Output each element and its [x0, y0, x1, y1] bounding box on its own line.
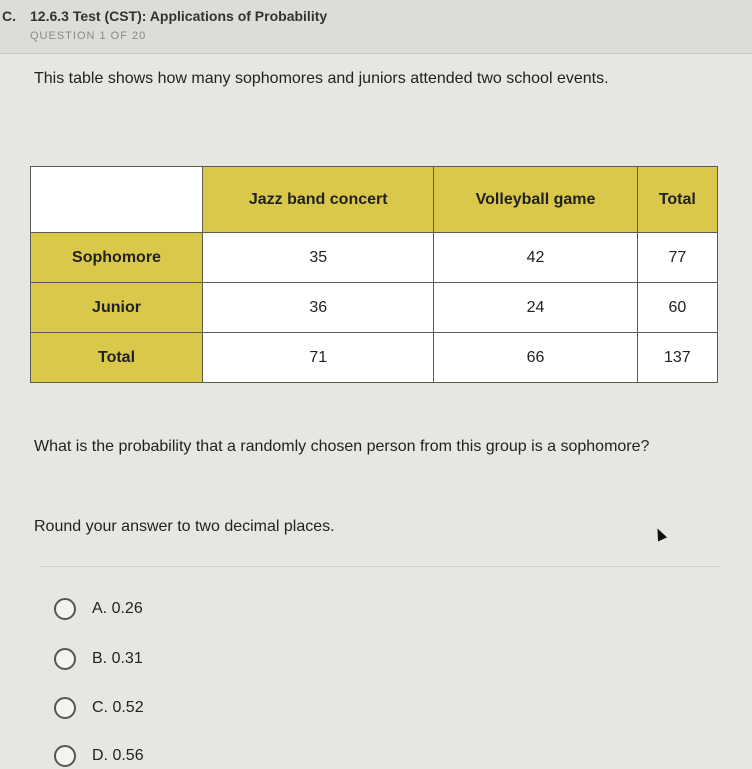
option-letter: D.: [92, 747, 108, 764]
table-cell: 36: [203, 283, 434, 333]
column-header-volleyball: Volleyball game: [434, 167, 637, 233]
answer-option-a[interactable]: [54, 596, 143, 622]
table-cell: 35: [203, 233, 434, 283]
intro-text: This table shows how many sophomores and juniors attended two school events.: [34, 70, 609, 87]
row-header-total: Total: [31, 333, 203, 383]
header-bar: [0, 0, 752, 54]
page-title: 12.6.3 Test (CST): Applications of Probability: [30, 8, 328, 24]
radio-button[interactable]: [54, 598, 76, 620]
table-row: [31, 283, 718, 333]
option-letter: B.: [92, 650, 108, 667]
question-counter: QUESTION 1 OF 20: [30, 30, 147, 42]
answer-option-c[interactable]: [54, 695, 144, 721]
table-cell: 137: [637, 333, 717, 383]
table-corner-cell: [31, 167, 203, 233]
row-header-sophomore: Sophomore: [31, 233, 203, 283]
option-value: 0.26: [111, 600, 143, 617]
column-header-total: Total: [637, 167, 717, 233]
table-cell: 77: [637, 233, 717, 283]
mouse-cursor-icon: [653, 526, 667, 541]
option-value: 0.52: [112, 699, 144, 716]
table-cell: 66: [434, 333, 637, 383]
answer-option-d[interactable]: [54, 743, 144, 769]
radio-button[interactable]: [54, 745, 76, 767]
table-cell: 60: [637, 283, 717, 333]
divider: [40, 566, 720, 567]
header-prefix: C.: [2, 8, 16, 24]
two-way-table: [30, 166, 718, 383]
table-row: [31, 233, 718, 283]
option-value: 0.56: [112, 747, 144, 764]
instruction-text: Round your answer to two decimal places.: [34, 518, 335, 535]
option-letter: A.: [92, 600, 108, 617]
column-header-jazz: Jazz band concert: [203, 167, 434, 233]
table-cell: 71: [203, 333, 434, 383]
radio-button[interactable]: [54, 697, 76, 719]
question-text: What is the probability that a randomly chosen person from this group is a sophomore?: [34, 438, 650, 455]
table-cell: 42: [434, 233, 637, 283]
option-letter: C.: [92, 699, 108, 716]
table-header-row: [31, 167, 718, 233]
option-value: 0.31: [111, 650, 143, 667]
radio-button[interactable]: [54, 648, 76, 670]
row-header-junior: Junior: [31, 283, 203, 333]
answer-option-b[interactable]: [54, 646, 143, 672]
table-cell: 24: [434, 283, 637, 333]
table-row: [31, 333, 718, 383]
